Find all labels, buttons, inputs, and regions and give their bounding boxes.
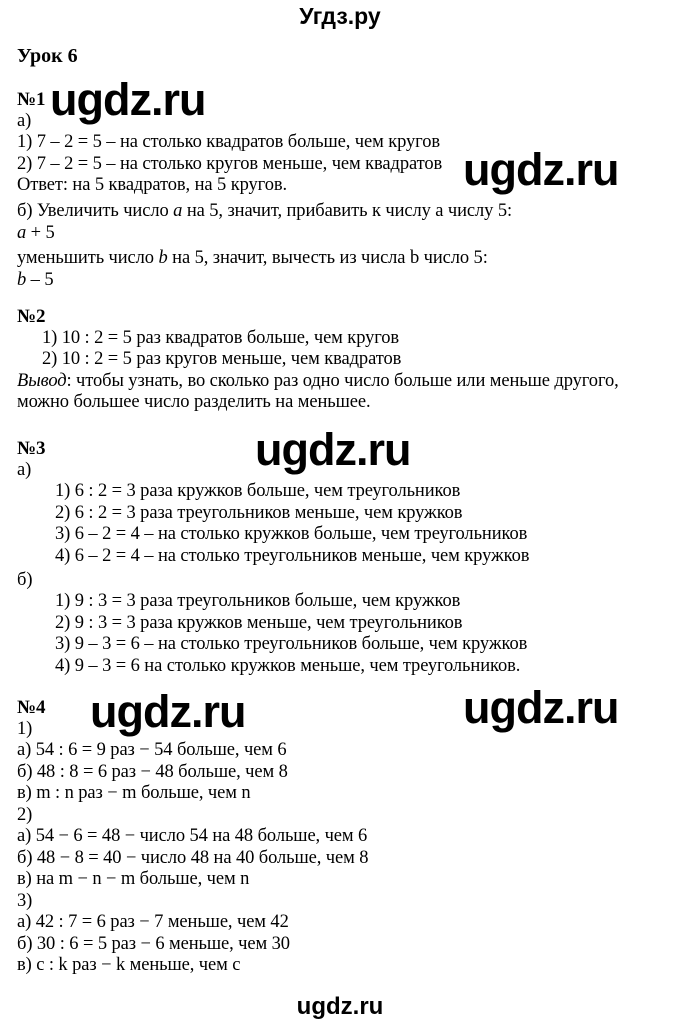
text-run: на 5, значит, вычесть из числа b число 5: — [167, 248, 488, 268]
text-run: Вывод — [17, 370, 67, 391]
text-run: – 5 — [26, 269, 54, 290]
text-run: в) m : n раз − m больше, чем n — [17, 783, 251, 803]
text-run: №2 — [17, 306, 46, 327]
task3-a-item-2 — [17, 503, 670, 525]
text-run: a — [17, 222, 27, 243]
site-header-title: Угдз.ру — [299, 3, 381, 29]
content — [0, 46, 680, 977]
text-run: 1) 7 – 2 = 5 – на столько квадратов больше, чем кругов — [17, 132, 440, 152]
task4-3-item-v — [17, 955, 670, 977]
footer-watermark: ugdz.ru — [296, 993, 384, 1020]
task4-2-item-b — [17, 848, 670, 870]
task1-answer — [17, 175, 670, 197]
text-run: : чтобы узнать, во сколько раз одно число больше или меньше другого, — [66, 370, 619, 391]
task1-item-1 — [17, 132, 670, 154]
text-run: а) 54 : 6 = 9 раз − 54 больше, чем 6 — [17, 740, 287, 760]
text-run: 1) — [17, 718, 33, 739]
text-run: б) Увеличить число — [17, 201, 174, 221]
formula-b-minus-5 — [17, 270, 670, 292]
task4-3-item-a — [17, 912, 670, 934]
text-run: №1 — [17, 89, 46, 110]
lesson-title: Урок 6 — [17, 45, 78, 67]
task3-b-item-1 — [17, 591, 670, 613]
task4-2-item-a — [17, 826, 670, 848]
watermark-4: ugdz.ru — [90, 686, 246, 737]
task1-item-2 — [17, 154, 670, 176]
text-run: 1) 9 : 3 = 3 раза треугольников больше, чем кружков — [55, 591, 461, 611]
text-run: №4 — [17, 697, 46, 718]
task4-group-2-label — [17, 805, 670, 827]
task3-part-a-label — [17, 460, 670, 482]
task3-part-b-label — [17, 570, 670, 592]
text-run: 2) 10 : 2 = 5 раз кругов меньше, чем квадратов — [42, 349, 402, 369]
task4-number — [17, 697, 670, 719]
text-run: б) 48 − 8 = 40 − число 48 на 40 больше, чем 8 — [17, 847, 369, 868]
task2-item-2 — [17, 349, 670, 371]
formula-a-plus-5 — [17, 223, 670, 245]
task1-part-b-decrease — [17, 248, 670, 270]
task4-1-item-b — [17, 762, 670, 784]
text-run: 3) 9 – 3 = 6 – на столько треугольников больше, чем кружков — [55, 634, 528, 654]
task1-part-b-increase — [17, 201, 670, 223]
task1-part-a-label — [17, 111, 670, 133]
content-blocks — [17, 89, 670, 977]
text-run: Ответ: на 5 квадратов, на 5 кругов. — [17, 175, 287, 195]
text-run: в) на m − n − m больше, чем n — [17, 869, 250, 889]
task3-b-item-4 — [17, 656, 670, 678]
text-run: + 5 — [26, 222, 55, 243]
task4-1-item-v — [17, 783, 670, 805]
text-run: 2) — [17, 804, 33, 825]
text-run: 1) 6 : 2 = 3 раза кружков больше, чем треугольников — [55, 481, 461, 501]
text-run: a — [173, 201, 183, 221]
task4-group-3-label — [17, 891, 670, 913]
watermark-3: ugdz.ru — [255, 424, 411, 475]
text-run: 2) 9 : 3 = 3 раза кружков меньше, чем треугольников — [55, 612, 463, 633]
text-run: а) 42 : 7 = 6 раз − 7 меньше, чем 42 — [17, 912, 289, 932]
text-run: 4) 6 – 2 = 4 – на столько треугольников меньше, чем кружков — [55, 545, 530, 566]
text-run: в) c : k раз − k меньше, чем c — [17, 955, 241, 975]
task2-conclusion-1 — [17, 371, 670, 393]
task4-3-item-b — [17, 934, 670, 956]
text-run: b — [17, 269, 27, 290]
text-run: а) — [17, 110, 32, 131]
text-run: 2) 6 : 2 = 3 раза треугольников меньше, чем кружков — [55, 502, 463, 523]
task3-b-item-3 — [17, 634, 670, 656]
task2-conclusion-2 — [17, 392, 670, 414]
text-run: b — [158, 248, 168, 268]
text-run: б) — [17, 569, 33, 590]
text-run: 4) 9 – 3 = 6 на столько кружков меньше, чем треугольников. — [55, 655, 521, 676]
text-run: а) — [17, 459, 32, 480]
task2-item-1 — [17, 328, 670, 350]
watermark-5: ugdz.ru — [463, 682, 619, 733]
task3-a-item-3 — [17, 524, 670, 546]
task1-number — [17, 89, 670, 111]
task3-number — [17, 438, 670, 460]
text-run: 2) 7 – 2 = 5 – на столько кругов меньше, чем квадратов — [17, 153, 443, 174]
watermark-1: ugdz.ru — [50, 74, 206, 125]
task4-2-item-v — [17, 869, 670, 891]
task4-1-item-a — [17, 740, 670, 762]
text-run: уменьшить число — [17, 248, 159, 268]
text-run: 1) 10 : 2 = 5 раз квадратов больше, чем кругов — [42, 327, 400, 348]
task3-a-item-1 — [17, 481, 670, 503]
text-run: можно большее число разделить на меньшее. — [17, 392, 371, 412]
text-run: б) 48 : 8 = 6 раз − 48 больше, чем 8 — [17, 761, 288, 782]
task3-b-item-2 — [17, 613, 670, 635]
watermark-2: ugdz.ru — [463, 144, 619, 195]
text-run: а) 54 − 6 = 48 − число 54 на 48 больше, чем 6 — [17, 826, 368, 846]
text-run: №3 — [17, 438, 46, 459]
text-run: 3) — [17, 890, 33, 911]
text-run: на 5, значит, прибавить к числу а числу 5: — [182, 201, 513, 221]
task4-group-1-label — [17, 719, 670, 741]
text-run: б) 30 : 6 = 5 раз − 6 меньше, чем 30 — [17, 933, 290, 954]
text-run: 3) 6 – 2 = 4 – на столько кружков больше, чем треугольников — [55, 524, 528, 544]
task3-a-item-4 — [17, 546, 670, 568]
task2-number — [17, 306, 670, 328]
